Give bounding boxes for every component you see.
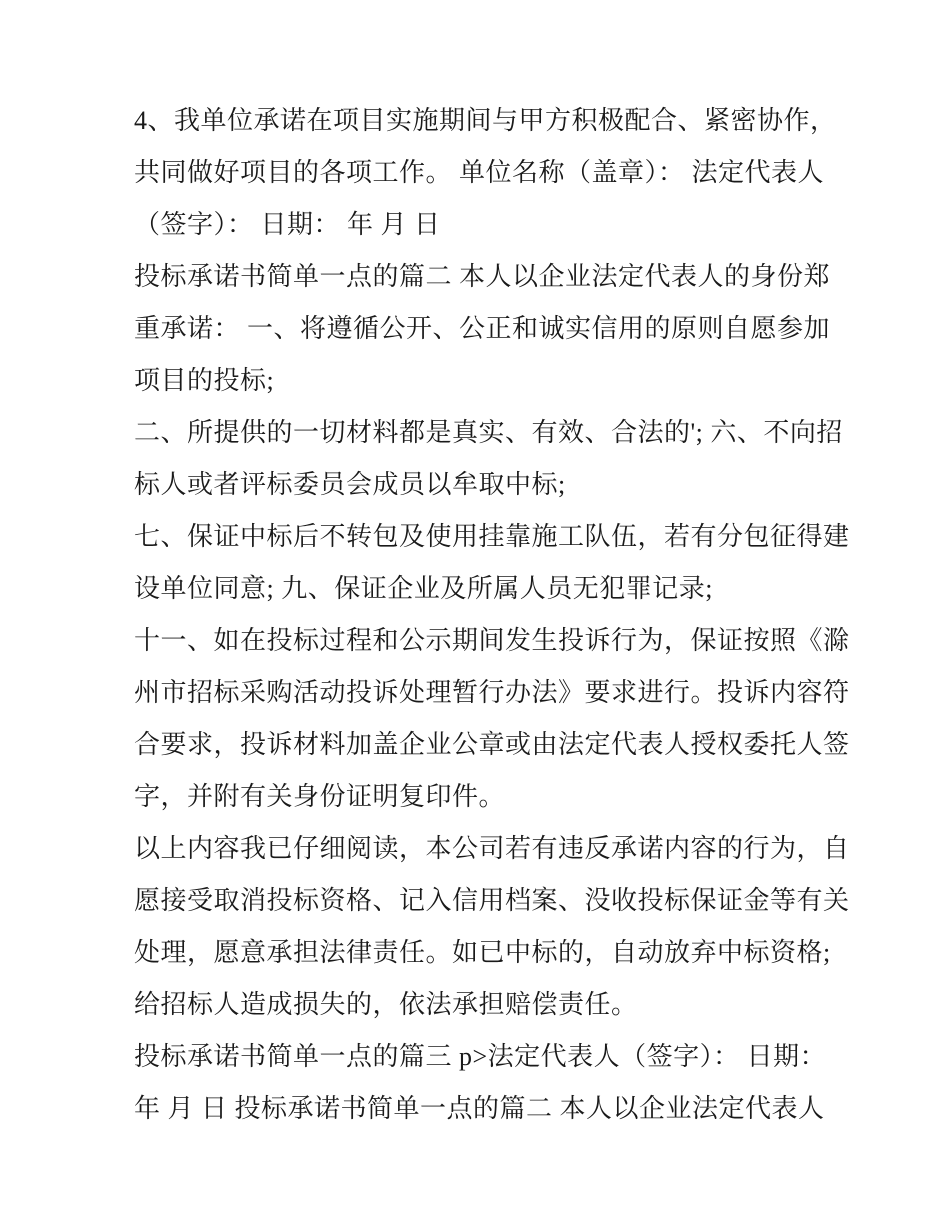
text-line-14: 字，并附有关身份证明复印件。	[134, 782, 506, 811]
text-line-11: 十一、如在投标过程和公示期间发生投诉行为，保证按照《滁	[134, 626, 850, 655]
text-line-9: 七、保证中标后不转包及使用挂靠施工队伍，若有分包征得建	[134, 522, 850, 551]
text-line-1: 4、我单位承诺在项目实施期间与甲方积极配合、紧密协作，	[134, 106, 837, 135]
text-line-17: 处理，愿意承担法律责任。如已中标的，自动放弃中标资格;	[134, 938, 831, 967]
text-line-8: 标人或者评标委员会成员以牟取中标;	[134, 470, 566, 499]
document-text-block	[134, 95, 934, 1135]
text-line-2: 共同做好项目的各项工作。 单位名称（盖章）： 法定代表人	[134, 158, 825, 187]
text-line-15: 以上内容我已仔细阅读，本公司若有违反承诺内容的行为，自	[134, 834, 850, 863]
text-line-5: 重承诺： 一、将遵循公开、公正和诚实信用的原则自愿参加	[134, 314, 831, 343]
text-line-4: 投标承诺书简单一点的篇二 本人以企业法定代表人的身份郑	[134, 262, 831, 291]
text-line-3: （签字）： 日期： 年 月 日	[134, 210, 441, 239]
text-line-12: 州市招标采购活动投诉处理暂行办法》要求进行。投诉内容符	[134, 678, 850, 707]
text-line-6: 项目的投标;	[134, 366, 275, 395]
text-line-16: 愿接受取消投标资格、记入信用档案、没收投标保证金等有关	[134, 886, 850, 915]
text-line-19: 投标承诺书简单一点的篇三 p>法定代表人（签字）： 日期：	[134, 1042, 827, 1071]
text-line-7: 二、所提供的一切材料都是真实、有效、合法的'; 六、不向招	[134, 418, 843, 447]
text-line-18: 给招标人造成损失的，依法承担赔偿责任。	[134, 990, 638, 1019]
text-line-20: 年 月 日 投标承诺书简单一点的篇二 本人以企业法定代表人	[134, 1094, 825, 1123]
text-line-13: 合要求，投诉材料加盖企业公章或由法定代表人授权委托人签	[134, 730, 850, 759]
text-line-10: 设单位同意; 九、保证企业及所属人员无犯罪记录;	[134, 574, 713, 603]
